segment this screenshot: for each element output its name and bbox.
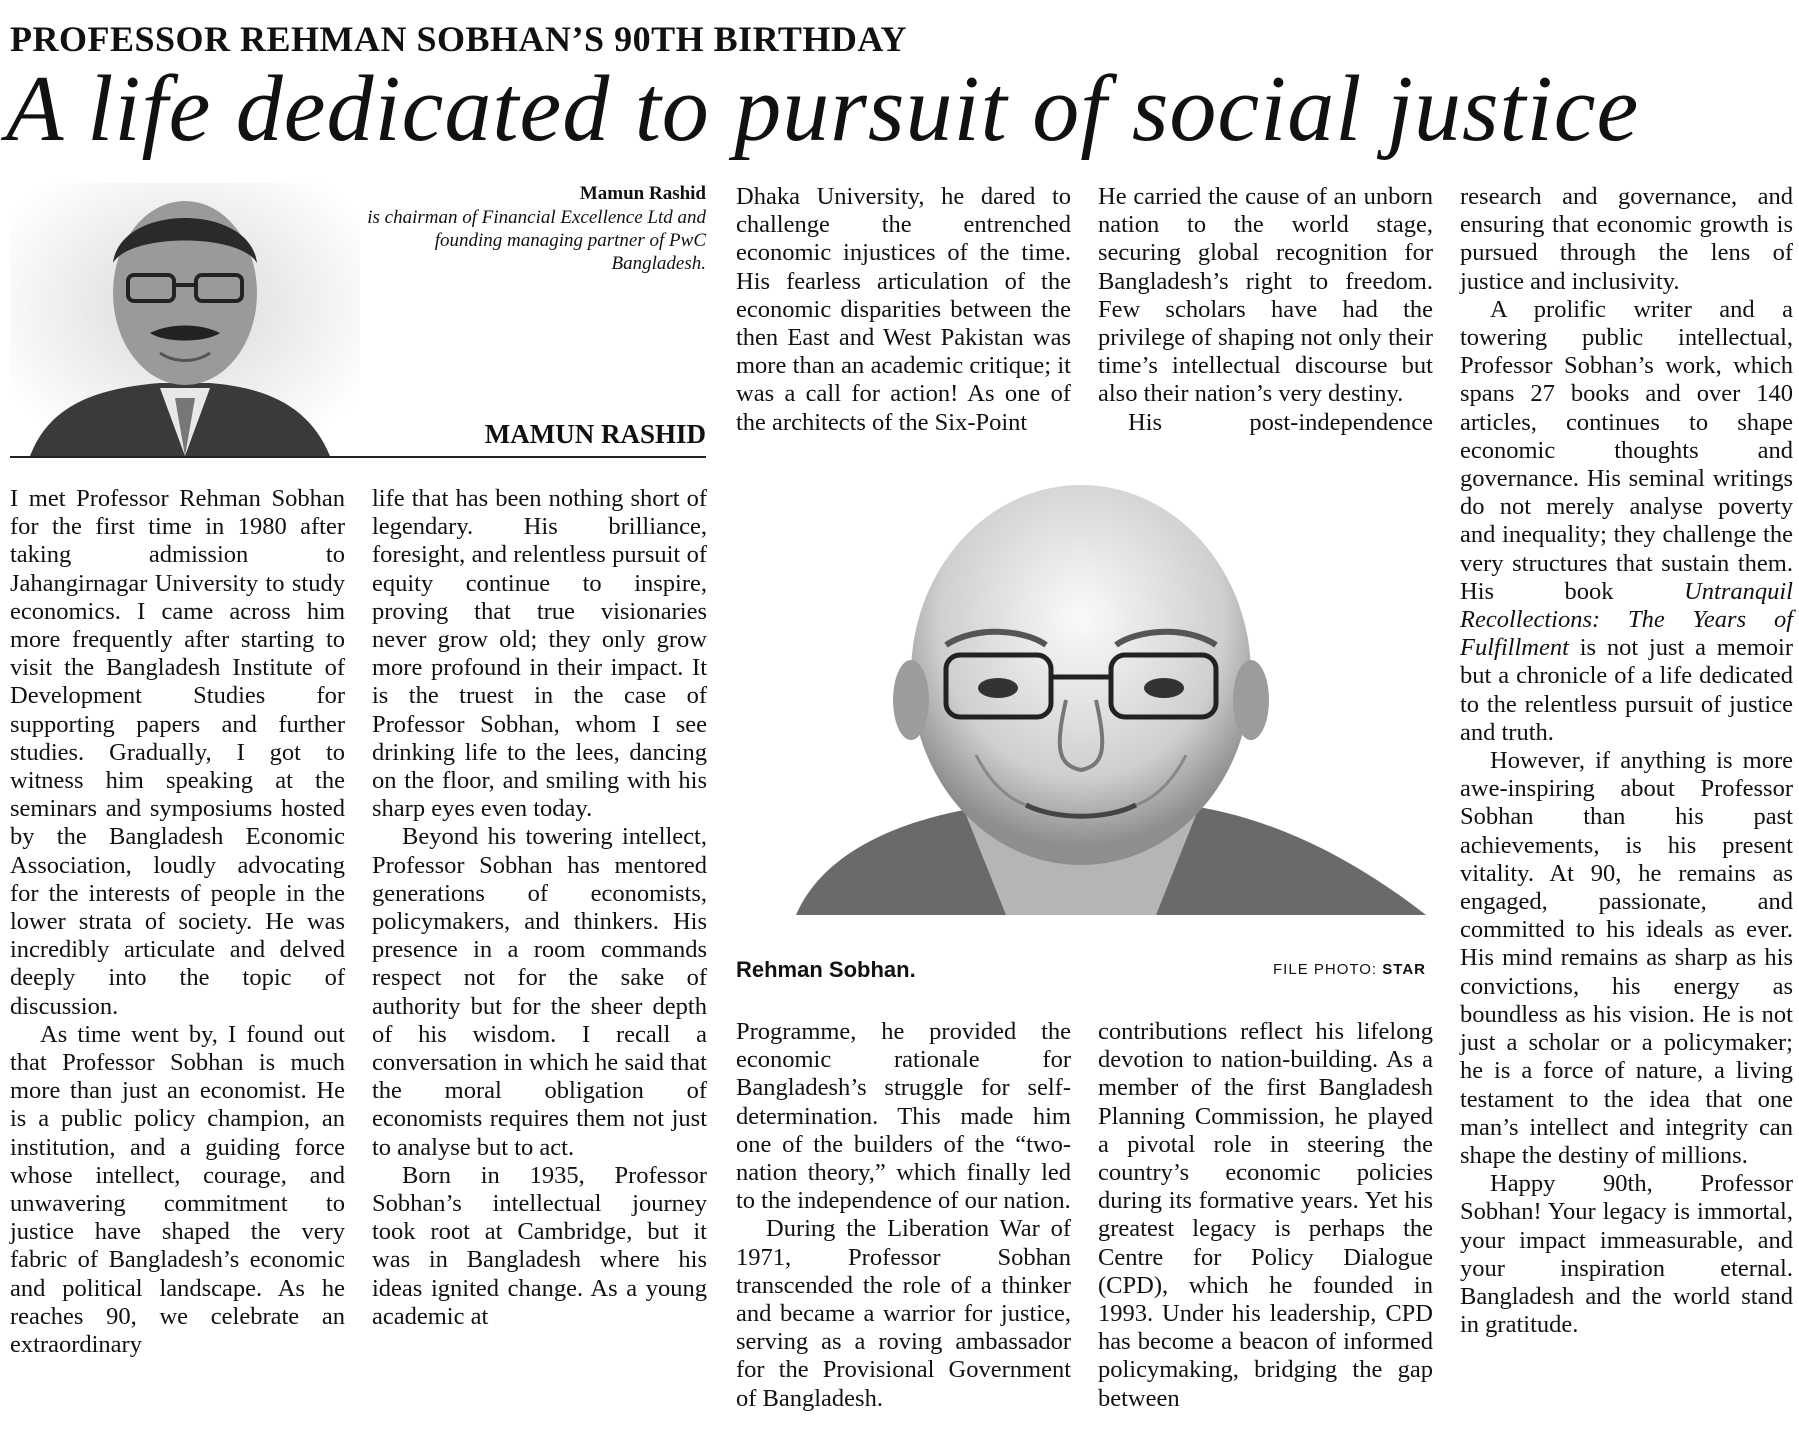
paragraph: contributions reflect his lifelong devotion to nation-building. As a member of the first Bangladesh Planning Commission, he played a pivotal role in steering the country’s economic policies during its formative years. Yet his greatest legacy is perhaps the Centre for Policy Dialogue (CPD), which he founded in 1993. Under his leadership, CPD has become a beacon of informed policymaking, bridging the gap between [1098,1018,1433,1412]
paragraph: He carried the cause of an unborn nation to the world stage, securing global recognition for Bangladesh’s right to freedom. Few scholars have had the privilege of shaping not only their time’s intellectual discourse but also their nation’s very destiny. [1098,183,1433,408]
paragraph: However, if anything is more awe-inspiring about Professor Sobhan than his past achievements, is his present vitality. At 90, he remains as engaged, passionate, and committed to his ideals as ever. His mind remains as sharp as his convictions, his energy as boundless as his vision. He is not just a scholar or a policymaker; he is a force of nature, a living testament to the idea that one man’s intellect and integrity can shape the destiny of millions. [1460,747,1793,1169]
paragraph: Born in 1935, Professor Sobhan’s intellectual journey took root at Cambridge, but it was in Bangladesh where his ideas ignited change. As a young academic at [372,1161,707,1330]
photo-credit [1273,961,1426,978]
paragraph: As time went by, I found out that Professor Sobhan is much more than just an economist. He is a public policy champion, an institution, and a guiding force whose intellect, courage, and unwavering commitment to justice have shaped the very fabric of Bangladesh’s economic and political landscape. As he reaches 90, we celebrate an extraordinary [10,1020,345,1359]
author-photo [10,183,360,456]
byline-rule [10,456,706,458]
column-4-bottom [1098,1018,1433,1413]
paragraph: research and governance, and ensuring that economic growth is pursued through the lens of justice and inclusivity. [1460,183,1793,295]
photo-block [736,485,1426,990]
paragraph: Beyond his towering intellect, Professor Sobhan has mentored generations of economists, policymakers, and thinkers. His presence in a room commands respect not for the sake of authority but for the sheer depth of his wisdom. I recall a conversation in which he said that the moral obligation of economists requires them not just to analyse but to act. [372,823,707,1161]
rehman-sobhan-photo [736,485,1426,915]
paragraph: His post-independence [1128,408,1433,436]
text-run: A prolific writer and a towering public intellectual, Professor Sobhan’s work, which spans 27 books and over 140 articles, continues to shape economic thoughts and governance. His seminal writings do not merely analyse poverty and inequality; they challenge the very structures that sustain them. His book [1460,295,1793,605]
author-name: Mamun Rashid [579,183,706,204]
paragraph: life that has been nothing short of legendary. His brilliance, foresight, and relentless pursuit of equity continue to inspire, proving that true visionaries never grow old; they only grow more profound in their impact. It is the truest in the case of Professor Sobhan, whom I see drinking life to the lees, dancing on the floor, and smiling with his sharp eyes even today. [372,485,707,823]
paragraph: I met Professor Rehman Sobhan for the first time in 1980 after taking admission to Jahangirnagar University to study economics. I came across him more frequently after starting to visit the Bangladesh Institute of Development Studies for supporting papers and further studies. Gradually, I got to witness him speaking at the seminars and symposiums hosted by the Bangladesh Economic Association, loudly advocating for the interests of people in the lower strata of society. He was incredibly articulate and delved deeply into the topic of discussion. [10,485,345,1020]
byline: MAMUN RASHID [484,419,706,449]
column-1 [10,485,345,1359]
photo-caption [736,957,1426,987]
column-4-top [1098,183,1433,437]
book-title: Untranquil Recollections: The Years of Fulfillment [1460,577,1793,662]
author-bio: is chairman of Financial Excellence Ltd and founding managing partner of PwC Bangladesh. [367,207,706,274]
paragraph: Happy 90th, Professor Sobhan! Your legacy is immortal, your impact immeasurable, and your inspiration eternal. Bangladesh and the world stand in gratitude. [1460,1170,1793,1339]
paragraph: Programme, he provided the economic rationale for Bangladesh’s struggle for self-determination. This made him one of the builders of the “two-nation theory,” which finally led to the independence of our nation. [736,1018,1071,1215]
text-run: is not just a memoir but a chronicle of a life dedicated to the relentless pursuit of justice and truth. [1460,634,1794,746]
paragraph: Dhaka University, he dared to challenge the entrenched economic injustices of the time. His fearless articulation of the economic disparities between the then East and West Pakistan was more than an academic critique; it was a call for action! As one of the architects of the Six-Point [736,183,1071,436]
credit-prefix: FILE PHOTO: [1273,961,1378,978]
column-3-top [736,183,1071,437]
credit-source: STAR [1382,961,1426,978]
column-5 [1460,183,1793,1339]
paragraph [1460,296,1793,747]
paragraph: During the Liberation War of 1971, Professor Sobhan transcended the role of a thinker and became a warrior for justice, serving as a roving ambassador for the Provisional Government of Bangladesh. [736,1215,1071,1412]
column-3-bottom [736,1018,1071,1413]
caption-name: Rehman Sobhan. [736,957,916,982]
author-box [10,183,706,456]
headline: A life dedicated to pursuit of social justice [6,57,1640,161]
kicker: PROFESSOR REHMAN SOBHAN’S 90TH BIRTHDAY [10,19,908,59]
column-2 [372,485,707,1331]
